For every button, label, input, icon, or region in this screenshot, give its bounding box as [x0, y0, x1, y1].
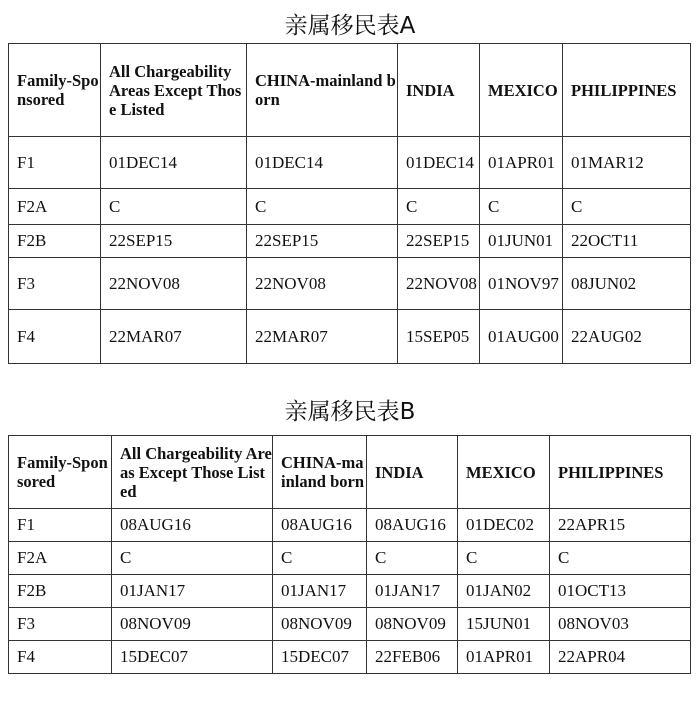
header-family-sponsored: Family-Sponsored [9, 44, 101, 137]
cell: 22MAR07 [101, 310, 247, 364]
table-row [9, 310, 691, 364]
table-row [9, 608, 691, 641]
cell: 15DEC07 [112, 641, 273, 674]
header-row [9, 44, 691, 137]
cell: C [101, 189, 247, 225]
header-india: INDIA [398, 44, 480, 137]
cell: 01JAN17 [112, 575, 273, 608]
cell: 08NOV09 [367, 608, 458, 641]
row-label: F2A [9, 542, 112, 575]
cell: 22NOV08 [398, 258, 480, 310]
header-all-chargeability: All Chargeability Areas Except Those Listed [101, 44, 247, 137]
cell: 22SEP15 [398, 225, 480, 258]
cell: 01JAN02 [458, 575, 550, 608]
row-label: F4 [9, 310, 101, 364]
cell: 22OCT11 [563, 225, 691, 258]
table-row [9, 189, 691, 225]
header-philippines: PHILIPPINES [550, 436, 691, 509]
header-mexico: MEXICO [480, 44, 563, 137]
cell: 08NOV09 [112, 608, 273, 641]
table-row [9, 258, 691, 310]
cell: 22AUG02 [563, 310, 691, 364]
family-visa-table-a [8, 43, 691, 364]
row-label: F2A [9, 189, 101, 225]
row-label: F2B [9, 575, 112, 608]
cell: 01MAR12 [563, 137, 691, 189]
cell: 08AUG16 [367, 509, 458, 542]
cell: 22APR15 [550, 509, 691, 542]
header-mexico: MEXICO [458, 436, 550, 509]
cell: 01APR01 [458, 641, 550, 674]
cell: 22NOV08 [247, 258, 398, 310]
header-all-chargeability: All Chargeability Areas Except Those Listed [112, 436, 273, 509]
row-label: F2B [9, 225, 101, 258]
cell: C [247, 189, 398, 225]
cell: 22SEP15 [101, 225, 247, 258]
cell: 08AUG16 [112, 509, 273, 542]
header-china: CHINA-mainland born [273, 436, 367, 509]
row-label: F3 [9, 608, 112, 641]
cell: 01APR01 [480, 137, 563, 189]
cell: 01DEC02 [458, 509, 550, 542]
cell: C [458, 542, 550, 575]
table-row [9, 641, 691, 674]
family-visa-table-b [8, 435, 691, 674]
cell: 08NOV09 [273, 608, 367, 641]
cell: 01DEC14 [247, 137, 398, 189]
header-family-sponsored: Family-Sponsored [9, 436, 112, 509]
table-a-title: 亲属移民表A [284, 13, 416, 39]
cell: 01JUN01 [480, 225, 563, 258]
cell: 15JUN01 [458, 608, 550, 641]
header-china: CHINA-mainland born [247, 44, 398, 137]
table-row [9, 225, 691, 258]
cell: 22NOV08 [101, 258, 247, 310]
cell: C [112, 542, 273, 575]
cell: 01DEC14 [398, 137, 480, 189]
cell: 01JAN17 [367, 575, 458, 608]
header-row [9, 436, 691, 509]
header-philippines: PHILIPPINES [563, 44, 691, 137]
cell: C [563, 189, 691, 225]
row-label: F1 [9, 509, 112, 542]
table-b-title: 亲属移民表B [284, 399, 416, 425]
table-row [9, 575, 691, 608]
cell: 22MAR07 [247, 310, 398, 364]
cell: 15DEC07 [273, 641, 367, 674]
row-label: F4 [9, 641, 112, 674]
header-india: INDIA [367, 436, 458, 509]
cell: C [550, 542, 691, 575]
cell: 08AUG16 [273, 509, 367, 542]
row-label: F3 [9, 258, 101, 310]
cell: 22APR04 [550, 641, 691, 674]
cell: C [367, 542, 458, 575]
cell: 01JAN17 [273, 575, 367, 608]
cell: 08NOV03 [550, 608, 691, 641]
table-row [9, 542, 691, 575]
cell: 01AUG00 [480, 310, 563, 364]
cell: C [480, 189, 563, 225]
cell: 01DEC14 [101, 137, 247, 189]
row-label: F1 [9, 137, 101, 189]
cell: 08JUN02 [563, 258, 691, 310]
cell: 01OCT13 [550, 575, 691, 608]
table-row [9, 509, 691, 542]
cell: C [273, 542, 367, 575]
table-row [9, 137, 691, 189]
cell: 22SEP15 [247, 225, 398, 258]
cell: 01NOV97 [480, 258, 563, 310]
cell: C [398, 189, 480, 225]
cell: 15SEP05 [398, 310, 480, 364]
cell: 22FEB06 [367, 641, 458, 674]
